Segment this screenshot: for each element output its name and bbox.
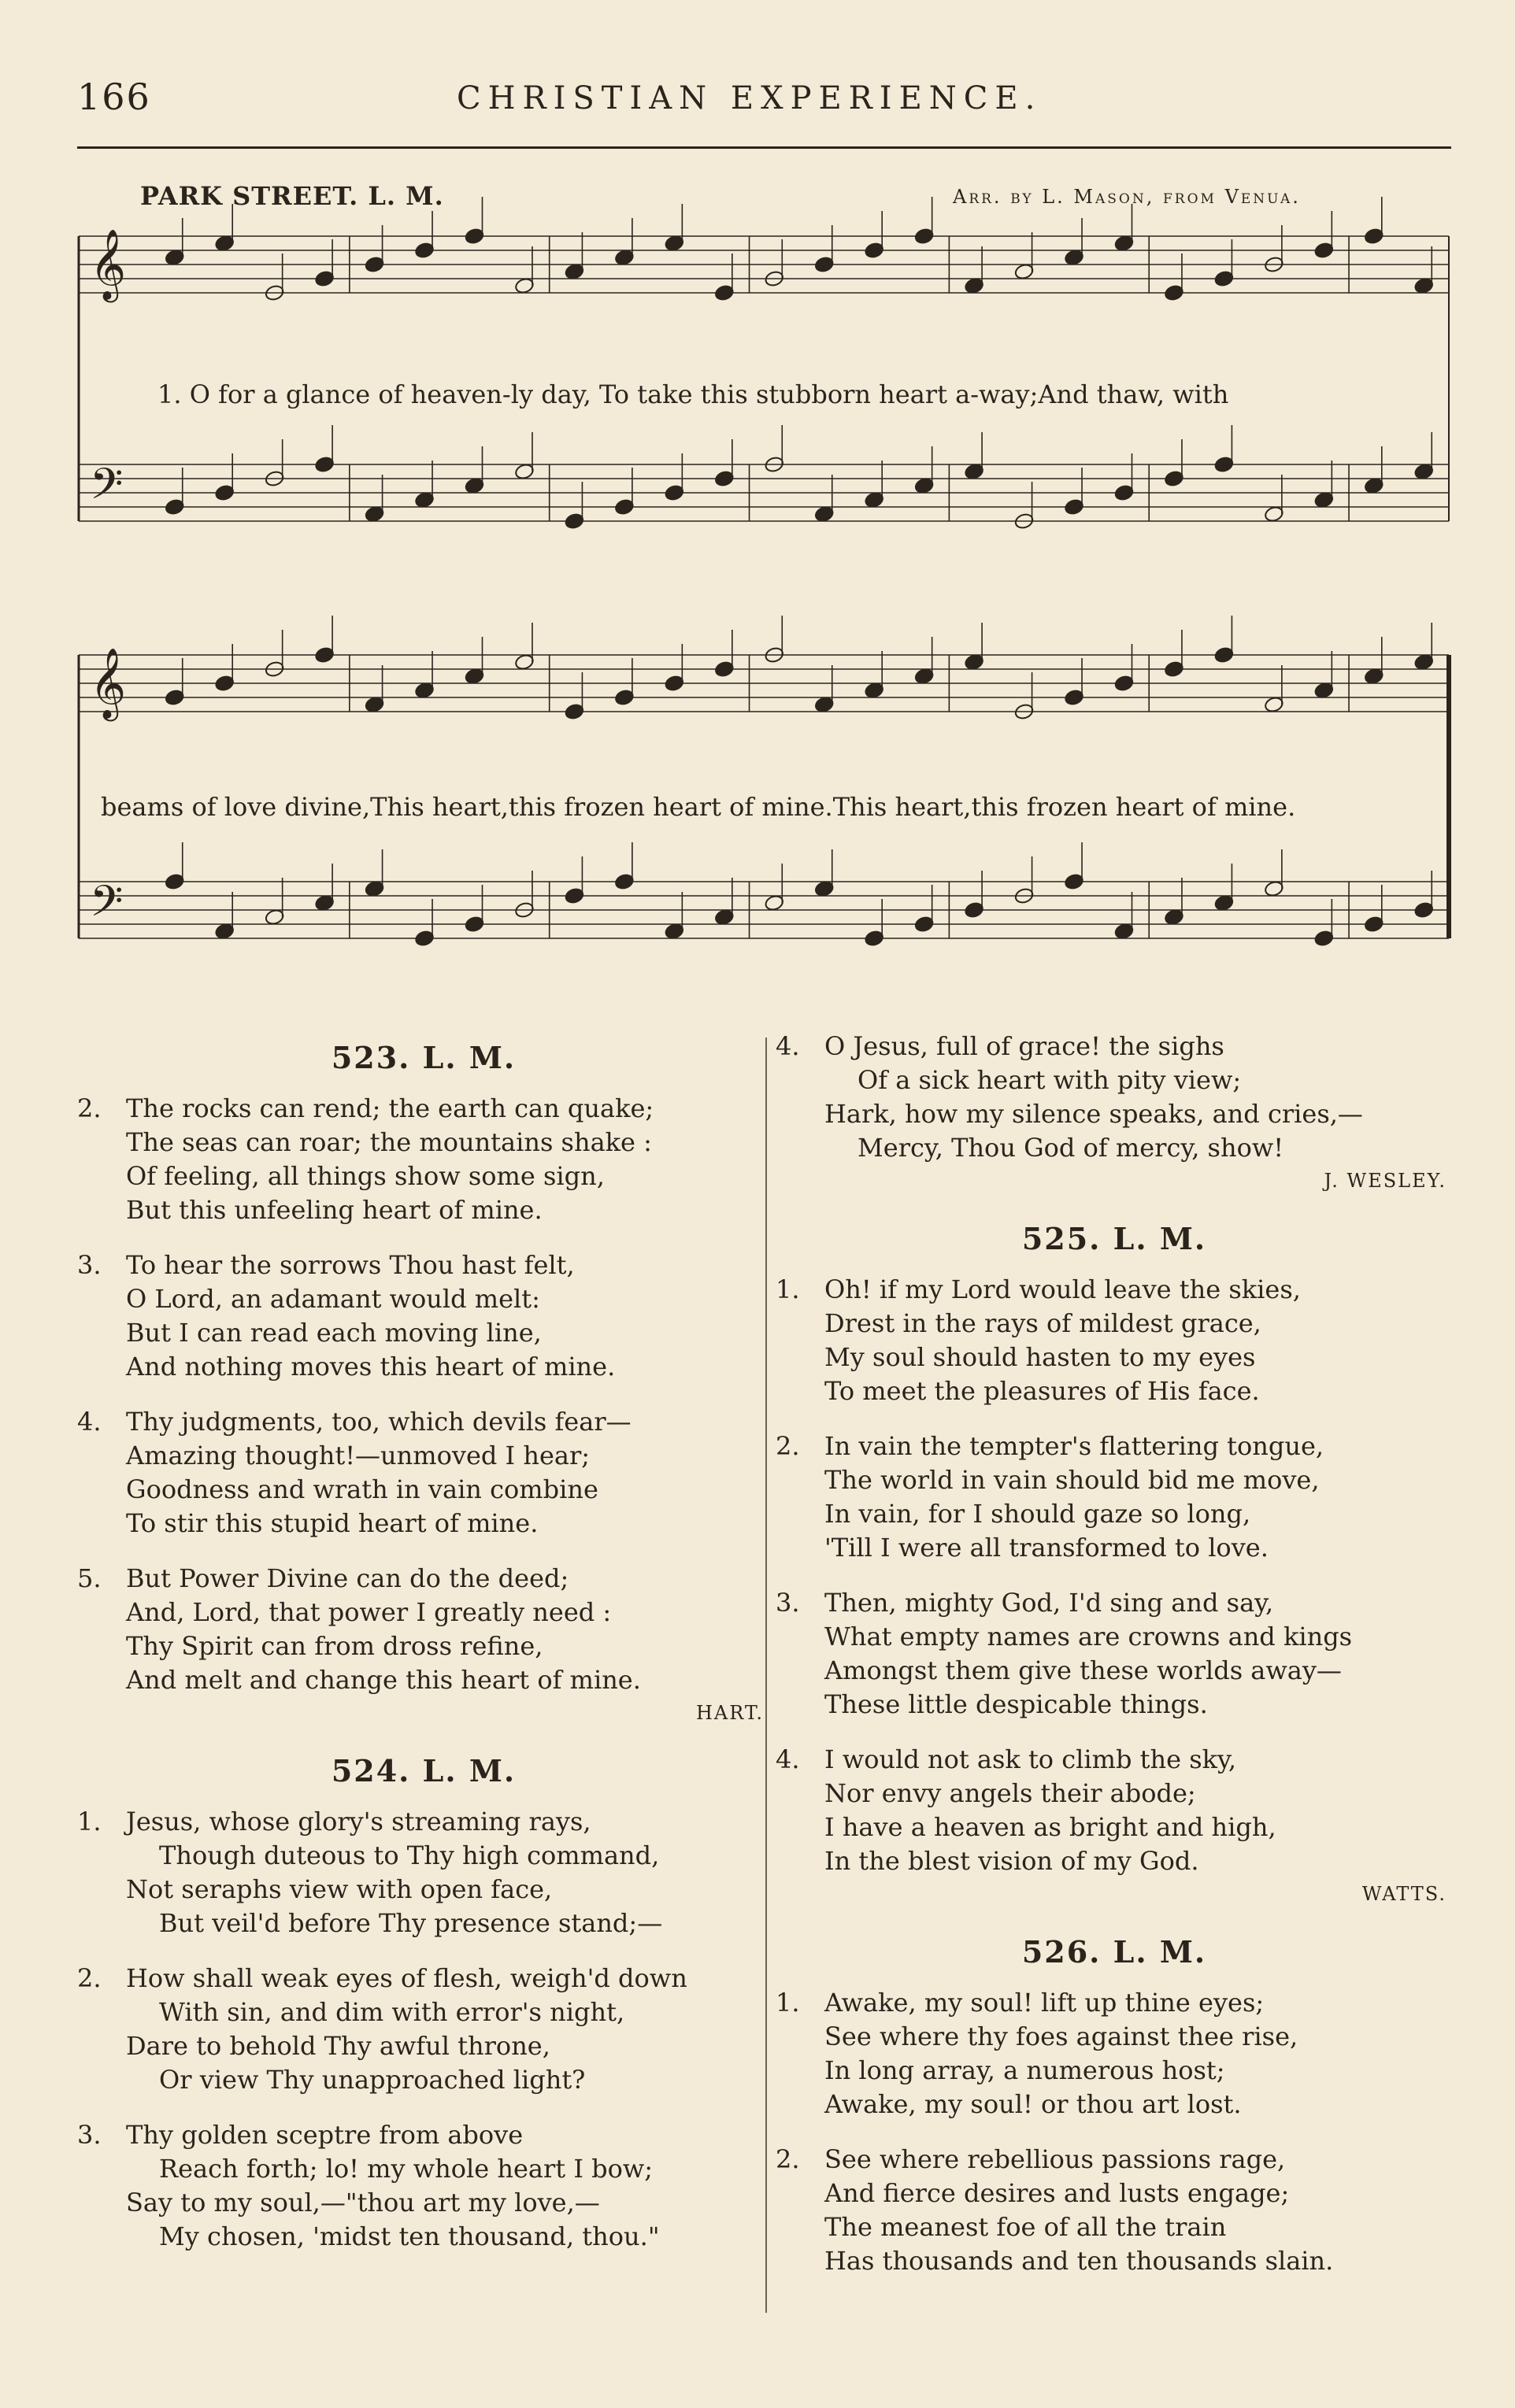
bass-note	[1413, 463, 1434, 481]
verse-line: Thy golden sceptre from above	[126, 2120, 524, 2150]
bass-note	[414, 930, 435, 948]
verse-line: How shall weak eyes of flesh, weigh'd down	[126, 1963, 687, 1993]
verse-line: O Lord, an adamant would melt:	[126, 1284, 540, 1314]
bass-note	[265, 908, 285, 927]
verse-line: Or view Thy unapproached light?	[159, 2065, 586, 2095]
verse-line: Has thousands and ten thousands slain.	[824, 2246, 1334, 2276]
hymn-525	[776, 1222, 1453, 1911]
verse-line: Reach forth; lo! my whole heart I bow;	[159, 2154, 654, 2184]
lyrics-line-2: beams of love divine,This heart,this frozen heart of mine.This heart,this frozen heart of mine.	[101, 792, 1296, 822]
treble-note	[814, 696, 835, 714]
stanza	[77, 1562, 770, 1697]
tune-name: PARK STREET. L. M.	[140, 181, 444, 211]
bass-clef-icon: 𝄢	[90, 876, 124, 937]
stanza-number: 1.	[77, 1807, 102, 1837]
treble-note	[614, 249, 635, 267]
bass-note	[964, 901, 984, 919]
stanza	[776, 1430, 1453, 1565]
treble-note	[664, 235, 684, 253]
verse-line: In vain, for I should gaze so long,	[824, 1499, 1251, 1529]
bass-note	[1213, 894, 1234, 912]
stanza-number: 4.	[77, 1407, 102, 1437]
treble-note	[414, 682, 435, 700]
bass-note	[1264, 880, 1284, 898]
running-title: CHRISTIAN EXPERIENCE.	[457, 80, 1043, 117]
treble-note	[864, 242, 884, 260]
verse-line: I would not ask to climb the sky,	[824, 1744, 1237, 1774]
verse-line: To hear the sorrows Thou hast felt,	[126, 1250, 575, 1280]
bass-note	[464, 915, 484, 934]
bass-note	[214, 923, 235, 941]
verse-line: And nothing moves this heart of mine.	[126, 1352, 616, 1382]
stanza	[776, 1586, 1453, 1722]
verse-line: Awake, my soul! lift up thine eyes;	[824, 1988, 1265, 2018]
verse-line: But I can read each moving line,	[126, 1318, 542, 1348]
music-score	[0, 0, 1515, 992]
bass-note	[1364, 915, 1384, 934]
bass-note	[614, 873, 635, 891]
verse-line: The meanest foe of all the train	[824, 2212, 1227, 2242]
treble-note	[1264, 696, 1284, 714]
treble-clef-icon: 𝄞	[90, 229, 127, 300]
bass-note	[1113, 484, 1134, 502]
verse-line: And, Lord, that power I greatly need :	[126, 1597, 612, 1627]
stanza	[776, 1743, 1453, 1878]
verse-line: Not seraphs view with open face,	[126, 1874, 553, 1904]
verse-line: Goodness and wrath in vain combine	[126, 1474, 598, 1504]
treble-note	[714, 284, 735, 302]
verse-line: The seas can roar; the mountains shake :	[126, 1127, 652, 1157]
treble-note	[365, 256, 385, 274]
hymn-author: HART.	[695, 1702, 764, 1724]
treble-note	[564, 263, 584, 281]
bass-note	[814, 505, 835, 523]
stanza	[77, 1248, 770, 1384]
treble-note	[414, 242, 435, 260]
verse-line: But veil'd before Thy presence stand;—	[159, 1908, 663, 1938]
treble-note	[1413, 277, 1434, 295]
treble-note	[1413, 653, 1434, 671]
hymn-heading: 524. L. M.	[331, 1753, 517, 1788]
verse-line: I have a heaven as bright and high,	[824, 1812, 1276, 1842]
bass-note	[564, 512, 584, 531]
treble-note	[1364, 227, 1384, 246]
stanza-number: 2.	[776, 1431, 800, 1461]
verse-line: Then, mighty God, I'd sing and say,	[824, 1588, 1274, 1618]
bass-note	[714, 470, 735, 488]
verse-line: Of feeling, all things show some sign,	[126, 1161, 605, 1191]
right-column	[776, 1030, 1453, 2299]
treble-note	[1213, 270, 1234, 288]
treble-note	[514, 653, 535, 671]
bass-note	[365, 880, 385, 898]
bass-note	[714, 908, 735, 927]
bass-note	[814, 880, 835, 898]
verse-line: And fierce desires and lusts engage;	[824, 2178, 1290, 2208]
treble-note	[464, 668, 484, 686]
verse-line: Mercy, Thou God of mercy, show!	[858, 1133, 1284, 1163]
verse-line: Though duteous to Thy high command,	[159, 1840, 660, 1870]
page-number: 166	[77, 76, 151, 118]
verse-line: Say to my soul,—"thou art my love,—	[126, 2188, 600, 2218]
bass-note	[1164, 908, 1184, 927]
treble-note	[514, 277, 535, 295]
treble-note	[1313, 682, 1334, 700]
verse-line: O Jesus, full of grace! the sighs	[824, 1031, 1224, 1061]
stanza	[77, 1962, 770, 2097]
bass-note	[864, 930, 884, 948]
bass-note	[165, 873, 185, 891]
treble-note	[1064, 249, 1084, 267]
verse-line: The world in vain should bid me move,	[824, 1465, 1320, 1495]
verse-line: Thy Spirit can from dross refine,	[126, 1631, 543, 1661]
verse-line: What empty names are crowns and kings	[824, 1622, 1353, 1652]
verse-line: Thy judgments, too, which devils fear—	[126, 1407, 632, 1437]
treble-note	[1213, 646, 1234, 664]
verse-line: Dare to behold Thy awful throne,	[126, 2031, 550, 2061]
bass-note	[1364, 477, 1384, 495]
bass-note	[964, 463, 984, 481]
stanza-number: 2.	[77, 1963, 102, 1993]
treble-note	[214, 675, 235, 693]
bass-note	[664, 484, 684, 502]
bass-note	[214, 484, 235, 502]
bass-clef-icon: 𝄢	[90, 459, 124, 520]
stanza	[776, 1273, 1453, 1408]
stanza-number: 3.	[77, 1250, 102, 1280]
treble-note	[214, 235, 235, 253]
verse-line: Of a sick heart with pity view;	[858, 1065, 1242, 1095]
stanza-number: 5.	[77, 1563, 102, 1593]
stanza	[77, 1092, 770, 1227]
treble-note	[864, 682, 884, 700]
hymn-523	[77, 1041, 770, 1730]
treble-note	[1113, 235, 1134, 253]
bass-note	[1064, 498, 1084, 516]
bass-note	[1413, 901, 1434, 919]
stanza-number: 1.	[776, 1274, 800, 1304]
bass-note	[1113, 923, 1134, 941]
treble-note	[365, 696, 385, 714]
treble-note	[564, 703, 584, 721]
verse-line: In the blest vision of my God.	[824, 1846, 1199, 1876]
treble-note	[1364, 668, 1384, 686]
bass-note	[1313, 491, 1334, 509]
bass-note	[564, 887, 584, 905]
hymn-heading: 523. L. M.	[331, 1040, 517, 1075]
tune-credit: Arr. by L. Mason, from Venua.	[953, 186, 1301, 208]
stanza	[77, 2118, 770, 2254]
verse-line: But this unfeeling heart of mine.	[126, 1195, 543, 1225]
treble-note	[914, 668, 935, 686]
treble-clef-icon: 𝄞	[90, 648, 127, 719]
bass-note	[1213, 456, 1234, 474]
verse-line: 'Till I were all transformed to love.	[824, 1533, 1269, 1563]
verse-line: And melt and change this heart of mine.	[126, 1665, 641, 1695]
bass-note	[514, 463, 535, 481]
bass-note	[365, 505, 385, 523]
hymn-author: WATTS.	[1361, 1883, 1446, 1905]
verse-line: Amongst them give these worlds away—	[824, 1655, 1342, 1685]
verse-line: These little despicable things.	[824, 1689, 1208, 1719]
stanza	[77, 1405, 770, 1541]
bass-note	[165, 498, 185, 516]
stanza-number: 3.	[776, 1588, 800, 1618]
treble-note	[1113, 675, 1134, 693]
treble-note	[814, 256, 835, 274]
treble-note	[314, 270, 335, 288]
stanza	[776, 1030, 1453, 1165]
verse-line: To meet the pleasures of His face.	[824, 1376, 1260, 1406]
verse-line: My chosen, 'midst ten thousand, thou."	[159, 2221, 660, 2251]
treble-note	[1064, 689, 1084, 707]
stanza-number: 2.	[776, 2144, 800, 2174]
stanza	[776, 1986, 1453, 2121]
hymn-524	[77, 1754, 770, 2254]
treble-note	[664, 675, 684, 693]
hymn-heading: 525. L. M.	[1021, 1221, 1207, 1256]
stanza	[776, 2143, 1453, 2278]
hymn-526	[776, 1935, 1453, 2278]
stanza-number: 4.	[776, 1031, 800, 1061]
bass-note	[1064, 873, 1084, 891]
verse-line: My soul should hasten to my eyes	[824, 1342, 1256, 1372]
bass-note	[1264, 505, 1284, 523]
verse-line: To stir this stupid heart of mine.	[126, 1508, 539, 1538]
bass-note	[1313, 930, 1334, 948]
verse-line: With sin, and dim with error's night,	[159, 1997, 625, 2027]
lyrics-line-1: 1. O for a glance of heaven-ly day, To take this stubborn heart a-way;And thaw, with	[157, 379, 1229, 409]
bass-note	[414, 491, 435, 509]
treble-note	[1164, 660, 1184, 679]
bass-note	[314, 456, 335, 474]
stanza-number: 3.	[77, 2120, 102, 2150]
bass-note	[664, 923, 684, 941]
hymn-author: J. WESLEY.	[1324, 1170, 1446, 1192]
treble-note	[614, 689, 635, 707]
verse-line: Amazing thought!—unmoved I hear;	[126, 1441, 591, 1470]
verse-line: Nor envy angels their abode;	[824, 1778, 1196, 1808]
verse-line: See where rebellious passions rage,	[824, 2144, 1286, 2174]
bass-note	[614, 498, 635, 516]
treble-note	[714, 660, 735, 679]
treble-note	[1014, 263, 1035, 281]
verse-line: Oh! if my Lord would leave the skies,	[824, 1274, 1301, 1304]
hymn-heading: 526. L. M.	[1021, 1934, 1207, 1970]
bass-note	[314, 894, 335, 912]
verse-line: See where thy foes against thee rise,	[824, 2021, 1298, 2051]
bass-note	[914, 915, 935, 934]
verse-line: Drest in the rays of mildest grace,	[824, 1308, 1261, 1338]
left-column	[77, 1031, 770, 2275]
treble-note	[914, 227, 935, 246]
verse-line: Awake, my soul! or thou art lost.	[824, 2089, 1242, 2119]
treble-note	[964, 277, 984, 295]
verse-line: The rocks can rend; the earth can quake;	[126, 1093, 654, 1123]
stanza-number: 1.	[776, 1988, 800, 2018]
bass-note	[914, 477, 935, 495]
treble-note	[314, 646, 335, 664]
verse-line: In long array, a numerous host;	[824, 2055, 1225, 2085]
treble-note	[964, 653, 984, 671]
verse-line: In vain the tempter's flattering tongue,	[824, 1431, 1324, 1461]
stanza	[77, 1805, 770, 1940]
treble-note	[464, 227, 484, 246]
bass-note	[464, 477, 484, 495]
stanza-number: 2.	[77, 1093, 102, 1123]
verse-line: Hark, how my silence speaks, and cries,—	[824, 1099, 1363, 1129]
treble-note	[165, 689, 185, 707]
treble-note	[1313, 242, 1334, 260]
treble-note	[1164, 284, 1184, 302]
bass-note	[764, 894, 784, 912]
treble-note	[165, 249, 185, 267]
bass-note	[864, 491, 884, 509]
bass-note	[1164, 470, 1184, 488]
verse-line: Jesus, whose glory's streaming rays,	[126, 1807, 591, 1837]
verse-line: But Power Divine can do the deed;	[126, 1563, 569, 1593]
stanza-number: 4.	[776, 1744, 800, 1774]
